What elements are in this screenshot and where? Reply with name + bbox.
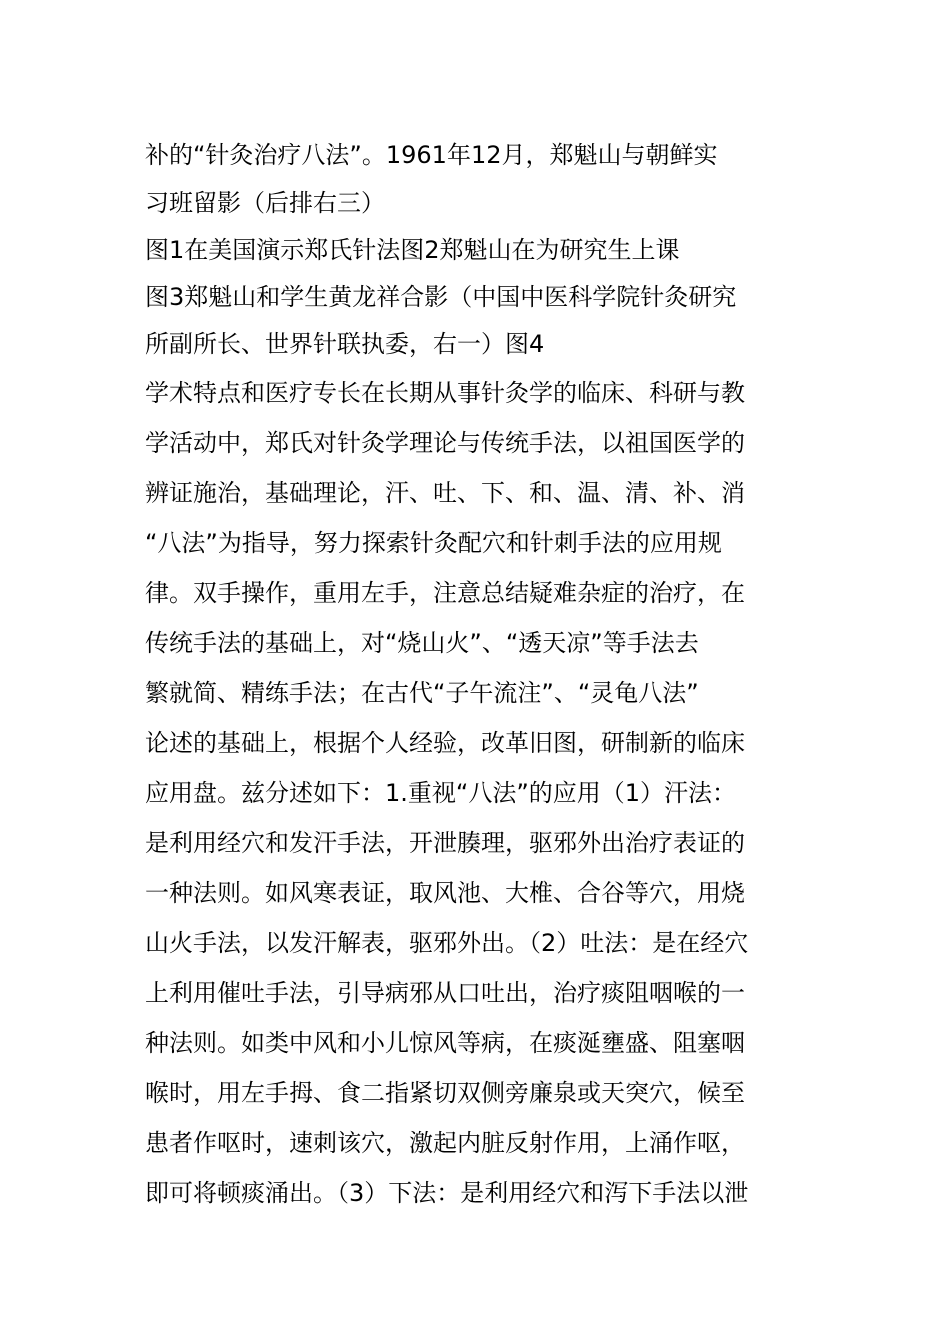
text-line: 喉时，用左手拇、食二指紧切双侧旁廉泉或天突穴，候至: [145, 1079, 745, 1107]
text-line: 图3郑魁山和学生黄龙祥合影（中国中医科学院针灸研究: [145, 283, 737, 311]
text-line: 是利用经穴和发汗手法，开泄腠理，驱邪外出治疗表证的: [145, 829, 745, 857]
text-line: 习班留影（后排右三）: [145, 189, 385, 217]
text-line: 传统手法的基础上，对“烧山火”、“透天凉”等手法去: [145, 629, 699, 657]
body-text: [145, 130, 825, 1218]
text-line: 繁就简、精练手法；在古代“子午流注”、“灵龟八法”: [145, 679, 699, 707]
text-line: 学术特点和医疗专长在长期从事针灸学的临床、科研与教: [145, 379, 745, 407]
text-line: 种法则。如类中风和小儿惊风等病，在痰涎壅盛、阻塞咽: [145, 1029, 745, 1057]
text-line: 山火手法，以发汗解表，驱邪外出。（2）吐法：是在经穴: [145, 929, 749, 957]
text-line: 学活动中，郑氏对针灸学理论与传统手法，以祖国医学的: [145, 429, 745, 457]
text-line: 一种法则。如风寒表证，取风池、大椎、合谷等穴，用烧: [145, 879, 745, 907]
text-line: 律。双手操作，重用左手，注意总结疑难杂症的治疗，在: [145, 579, 745, 607]
text-line: 患者作呕时，速刺该穴，激起内脏反射作用，上涌作呕，: [145, 1129, 745, 1157]
text-line: 应用盘。兹分述如下：1.重视“八法”的应用（1）汗法：: [145, 779, 737, 807]
text-line: 论述的基础上，根据个人经验，改革旧图，研制新的临床: [145, 729, 745, 757]
text-line: 补的“针灸治疗八法”。1961年12月，郑魁山与朝鲜实: [145, 141, 718, 169]
text-line: 所副所长、世界针联执委，右一）图4: [145, 330, 545, 358]
text-line: 即可将顿痰涌出。（3）下法：是利用经穴和泻下手法以泄: [145, 1179, 749, 1207]
text-line: 图1在美国演示郑氏针法图2郑魁山在为研究生上课: [145, 236, 680, 264]
text-line: “八法”为指导，努力探索针灸配穴和针刺手法的应用规: [145, 529, 722, 557]
text-line: 辨证施治，基础理论，汗、吐、下、和、温、清、补、消: [145, 479, 745, 507]
text-line: 上利用催吐手法，引导病邪从口吐出，治疗痰阻咽喉的一: [145, 979, 745, 1007]
